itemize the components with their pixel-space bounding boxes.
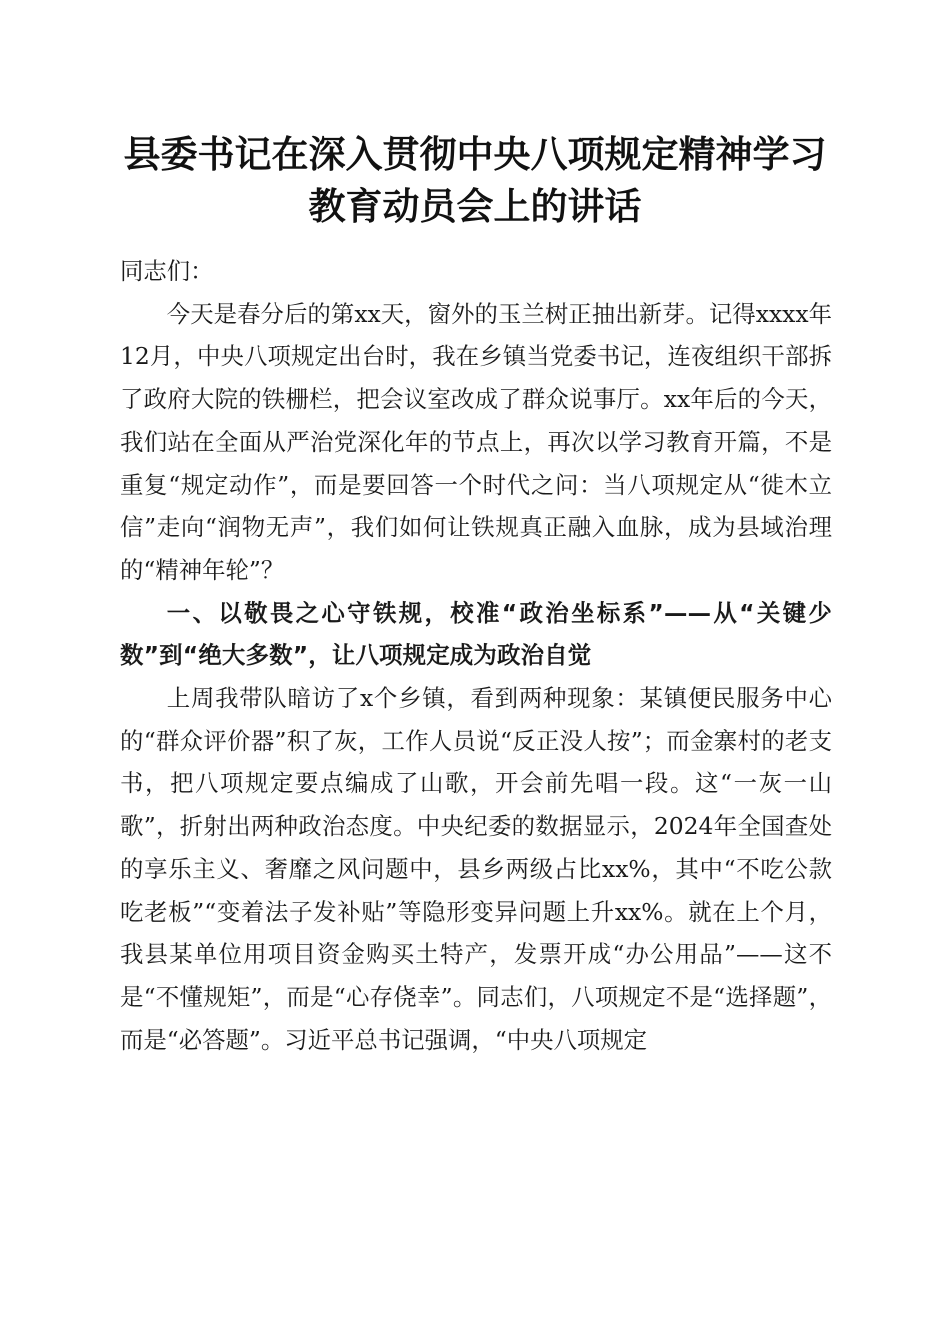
salutation: 同志们： [120,257,214,285]
intro-paragraph: 今天是春分后的第xx天，窗外的玉兰树正抽出新芽。记得xxxx年12月，中央八项规定出台时，我在乡镇当党委书记，连夜组织干部拆了政府大院的铁栅栏，把会议室改成了群众说事厅。xx年后的今天，我们站在全面从严治党深化年的节点上，再次以学习教育开篇，不是重复“规定动作”，而是要回答一个时代之问：当八项规定从“徙木立信”走向“润物无声”，我们如何让铁规真正融入血脉，成为县域治理的“精神年轮”？ [120,299,832,584]
document-title: 县委书记在深入贯彻中央八项规定精神学习教育动员会上的讲话 [123,132,827,228]
section-paragraph: 上周我带队暗访了x个乡镇，看到两种现象：某镇便民服务中心的“群众评价器”积了灰，工作人员说“反正没人按”；而金寨村的老支书，把八项规定要点编成了山歌，开会前先唱一段。这“一灰一山歌”，折射出两种政治态度。中央纪委的数据显示，2024年全国查处的享乐主义、奢靡之风问题中，县乡两级占比xx%，其中“不吃公款吃老板”“变着法子发补贴”等隐形变异问题上升xx%。就在上个月，我县某单位用项目资金购买土特产，发票开成“办公用品”——这不是“不懂规矩”，而是“心存侥幸”。同志们，八项规定不是“选择题”，而是“必答题”。习近平总书记强调，“中央八项规定 [120,684,832,1054]
section-heading: 一、以敬畏之心守铁规，校准“政治坐标系”——从“关键少数”到“绝大多数”，让八项规定成为政治自觉 [120,598,832,670]
document-body [120,250,832,1061]
